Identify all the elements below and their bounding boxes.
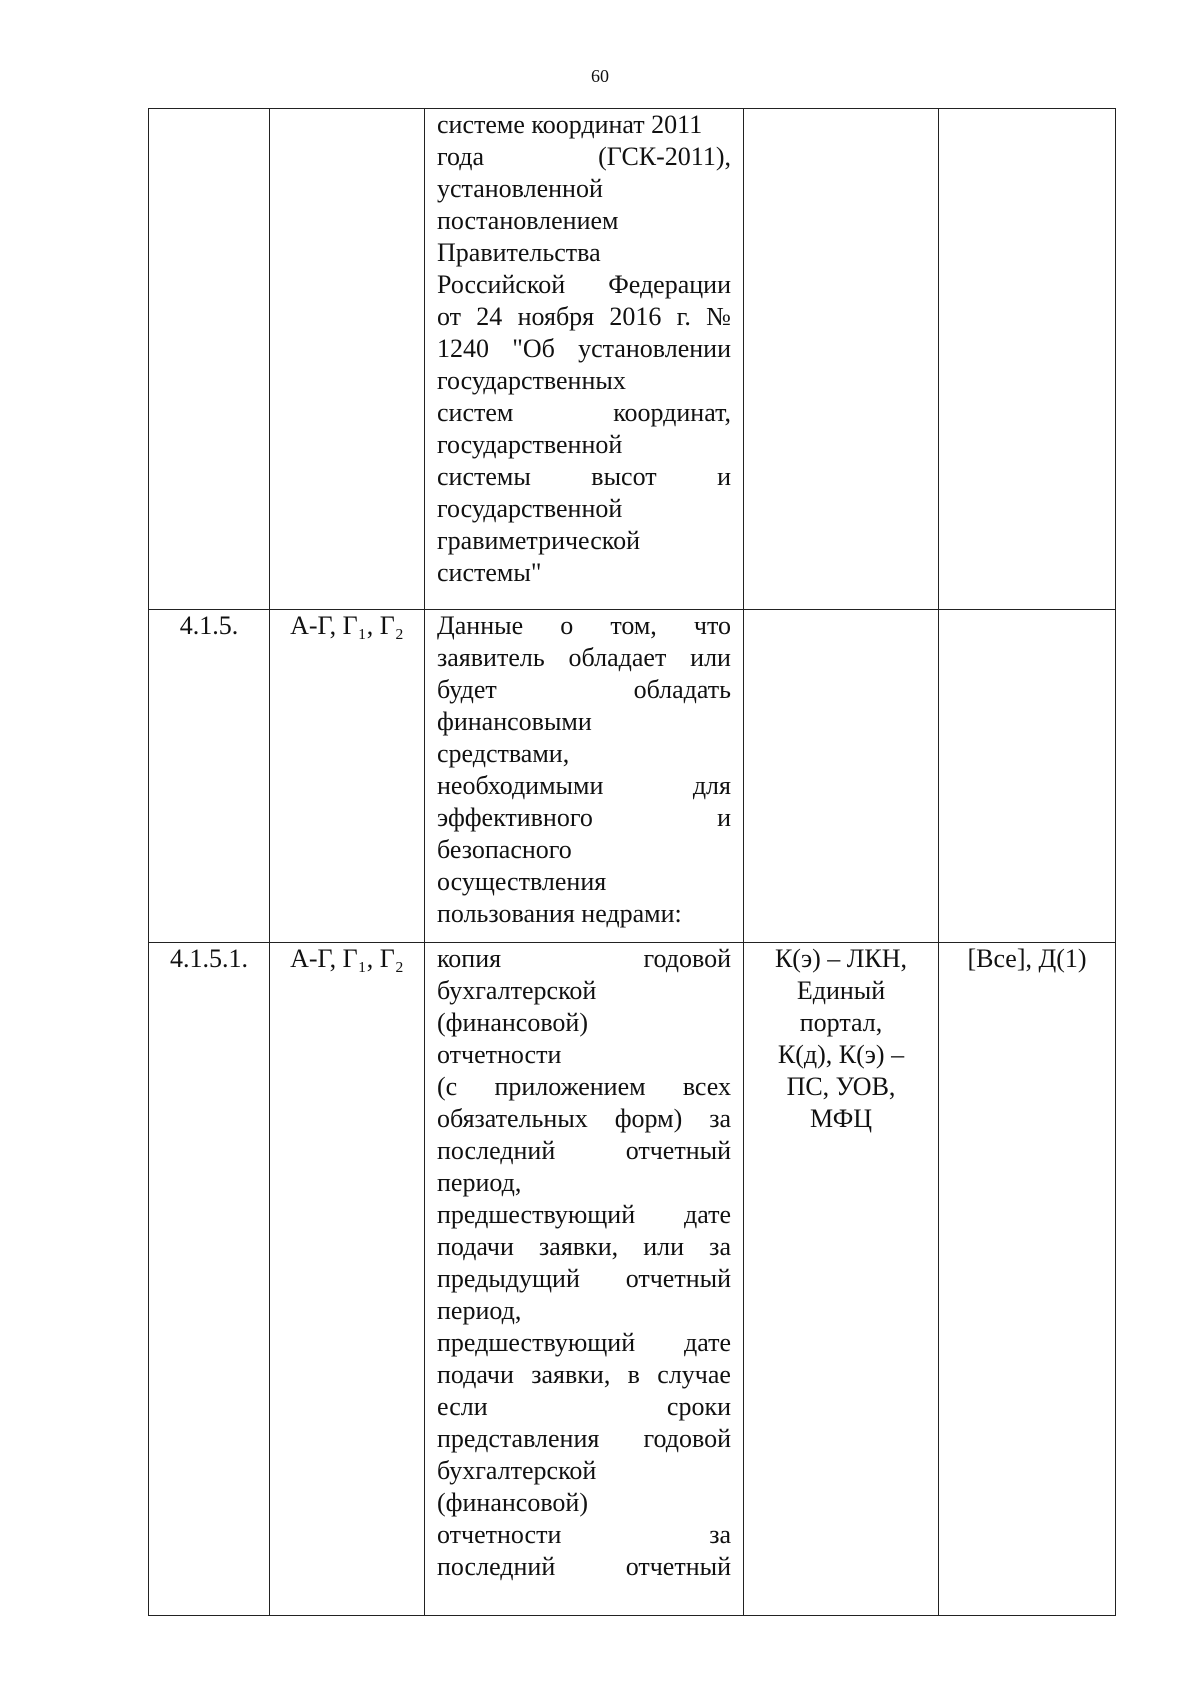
description-word: период, <box>437 1296 522 1325</box>
description-word: системы <box>437 462 531 491</box>
description-line <box>437 866 731 898</box>
description-line <box>437 1327 731 1359</box>
description-word: предыдущий <box>437 1264 580 1293</box>
scope-cell <box>939 943 1116 1616</box>
description-line <box>437 205 731 237</box>
description-line <box>437 898 731 930</box>
submission-method-line: МФЦ <box>809 1104 873 1133</box>
description-word: системы" <box>437 558 542 587</box>
description-word: за <box>709 1232 731 1261</box>
scope-cell <box>939 109 1116 610</box>
item-number-cell <box>149 610 270 943</box>
submission-method-cell <box>744 610 939 943</box>
description-line <box>437 1359 731 1391</box>
description-line <box>437 975 731 1007</box>
description-word: Данные <box>437 611 524 640</box>
description-word: 24 <box>476 302 503 331</box>
description-word: (финансовой) <box>437 1008 588 1037</box>
description-word: годовой <box>643 1424 731 1453</box>
description-line <box>437 1551 731 1583</box>
description-line <box>437 1135 731 1167</box>
description-line <box>437 1295 731 1327</box>
description-word: заявитель <box>437 643 545 672</box>
description-word: период, <box>437 1168 522 1197</box>
page-number: 60 <box>591 66 609 86</box>
description-word: или <box>690 643 731 672</box>
description-word: государственной <box>437 430 623 459</box>
description-line <box>437 1455 731 1487</box>
description-line <box>437 642 731 674</box>
description-line <box>437 141 731 173</box>
description-word: "Об <box>512 334 555 363</box>
submission-method-line: портал, <box>799 1008 883 1037</box>
description-word: государственной <box>437 494 623 523</box>
item-number-cell <box>149 109 270 610</box>
description-line <box>437 802 731 834</box>
description-word: г. <box>676 302 691 331</box>
description-line <box>437 493 731 525</box>
description-word: (финансовой) <box>437 1488 588 1517</box>
description-word: предшествующий <box>437 1328 636 1357</box>
description-line <box>437 1519 731 1551</box>
description-line <box>437 1103 731 1135</box>
applicability-code-cell <box>270 943 425 1616</box>
description-word: бухгалтерской <box>437 976 597 1005</box>
description-word: отчетный <box>625 1136 731 1165</box>
description-line <box>437 770 731 802</box>
description-line <box>437 109 731 141</box>
description-word: если <box>437 1392 488 1421</box>
description-word: высот <box>591 462 657 491</box>
description-line <box>437 1071 731 1103</box>
description-word: или <box>643 1232 685 1261</box>
description-text <box>425 943 743 1583</box>
description-word: обладает <box>568 643 667 672</box>
description-word: приложением <box>494 1072 646 1101</box>
description-word: ноября <box>517 302 595 331</box>
description-word: Федерации <box>608 270 731 299</box>
submission-method-cell <box>744 943 939 1616</box>
description-word: Российской <box>437 270 566 299</box>
description-word: безопасного <box>437 835 572 864</box>
description-line <box>437 461 731 493</box>
description-line <box>437 365 731 397</box>
description-word: всех <box>682 1072 731 1101</box>
scope-cell <box>939 610 1116 943</box>
description-word: дате <box>684 1200 731 1229</box>
description-line <box>437 173 731 205</box>
description-line <box>437 1263 731 1295</box>
description-line <box>437 1007 731 1039</box>
description-word: что <box>693 611 731 640</box>
description-line <box>437 557 731 589</box>
submission-method-line: К(д), К(э) – <box>777 1040 905 1069</box>
description-word: за <box>709 1520 731 1549</box>
description-line <box>437 1039 731 1071</box>
description-word: представления <box>437 1424 600 1453</box>
description-word: отчетности <box>437 1520 562 1549</box>
description-line <box>437 429 731 461</box>
description-line <box>437 269 731 301</box>
description-word: координат, <box>613 398 731 427</box>
description-word: координат <box>531 110 652 139</box>
description-word: для <box>692 771 731 800</box>
description-word: государственных <box>437 366 626 395</box>
description-word: последний <box>437 1136 556 1165</box>
item-number-cell <box>149 943 270 1616</box>
description-word: дате <box>684 1328 731 1357</box>
description-word: подачи <box>437 1360 514 1389</box>
description-cell <box>425 109 744 610</box>
description-word: отчетный <box>625 1552 731 1581</box>
submission-method-line: ПС, УОВ, <box>786 1072 896 1101</box>
description-word: и <box>717 462 731 491</box>
description-word: финансовыми <box>437 707 592 736</box>
description-word: будет <box>437 675 497 704</box>
description-cell <box>425 943 744 1616</box>
description-line <box>437 301 731 333</box>
description-word: эффективного <box>437 803 593 832</box>
description-cell <box>425 610 744 943</box>
description-word: от <box>437 302 462 331</box>
description-word: в <box>627 1360 640 1389</box>
submission-method-line: Единый <box>796 976 886 1005</box>
description-word: 2016 <box>609 302 662 331</box>
description-line <box>437 943 731 975</box>
description-word: 1240 <box>437 334 489 363</box>
description-word: № <box>706 302 731 331</box>
description-line <box>437 1423 731 1455</box>
description-word: том, <box>610 611 657 640</box>
description-line <box>437 1199 731 1231</box>
description-line <box>437 1487 731 1519</box>
description-word: необходимыми <box>437 771 604 800</box>
table-row <box>149 109 1116 610</box>
description-word: предшествующий <box>437 1200 636 1229</box>
description-word: установленной <box>437 174 603 203</box>
requirements-table <box>148 108 1116 1616</box>
description-line <box>437 333 731 365</box>
description-word: о <box>560 611 574 640</box>
description-line <box>437 237 731 269</box>
description-word: и <box>717 803 731 832</box>
description-word: случае <box>657 1360 731 1389</box>
description-line <box>437 1391 731 1423</box>
description-word: отчетный <box>625 1264 731 1293</box>
description-word: (ГСК-2011), <box>598 142 731 171</box>
description-word: подачи <box>437 1232 514 1261</box>
description-word: бухгалтерской <box>437 1456 597 1485</box>
submission-method-text <box>744 943 938 1135</box>
description-word: заявки, <box>539 1232 619 1261</box>
description-word: (с <box>437 1072 458 1101</box>
description-word: года <box>437 142 485 171</box>
description-word: годовой <box>643 944 731 973</box>
description-line <box>437 610 731 642</box>
description-line <box>437 738 731 770</box>
description-word: недрами: <box>581 899 682 928</box>
description-word: обязательных <box>437 1104 588 1133</box>
description-word: за <box>709 1104 731 1133</box>
description-word: последний <box>437 1552 556 1581</box>
item-number: 4.1.5.1. <box>170 944 248 973</box>
description-word: заявки, <box>531 1360 611 1389</box>
description-word: пользования <box>437 899 582 928</box>
description-word: копия <box>437 944 502 973</box>
description-word: форм) <box>614 1104 683 1133</box>
description-line <box>437 1167 731 1199</box>
description-word: сроки <box>666 1392 731 1421</box>
applicability-code: А-Г, Г₁, Г₂ <box>290 611 404 640</box>
description-line <box>437 397 731 429</box>
description-word: 2011 <box>651 110 703 139</box>
description-text <box>425 610 743 930</box>
scope-text: [Все], Д(1) <box>967 944 1087 973</box>
description-word: осуществления <box>437 867 607 896</box>
description-line <box>437 525 731 557</box>
description-word: отчетности <box>437 1040 562 1069</box>
description-word: системе <box>437 110 532 139</box>
description-word: обладать <box>633 675 731 704</box>
description-word: Правительства <box>437 238 601 267</box>
description-line <box>437 706 731 738</box>
applicability-code: А-Г, Г₁, Г₂ <box>290 944 404 973</box>
description-word: гравиметрической <box>437 526 641 555</box>
description-word: систем <box>437 398 514 427</box>
description-word: постановлением <box>437 206 619 235</box>
description-line <box>437 1231 731 1263</box>
description-word: средствами, <box>437 739 570 768</box>
applicability-code-cell <box>270 109 425 610</box>
description-line <box>437 834 731 866</box>
description-line <box>437 674 731 706</box>
table-row <box>149 610 1116 943</box>
item-number: 4.1.5. <box>179 611 239 640</box>
table-row <box>149 943 1116 1616</box>
submission-method-cell <box>744 109 939 610</box>
applicability-code-cell <box>270 610 425 943</box>
description-text <box>425 109 743 589</box>
description-word: установлении <box>578 334 731 363</box>
submission-method-line: К(э) – ЛКН, <box>774 944 908 973</box>
